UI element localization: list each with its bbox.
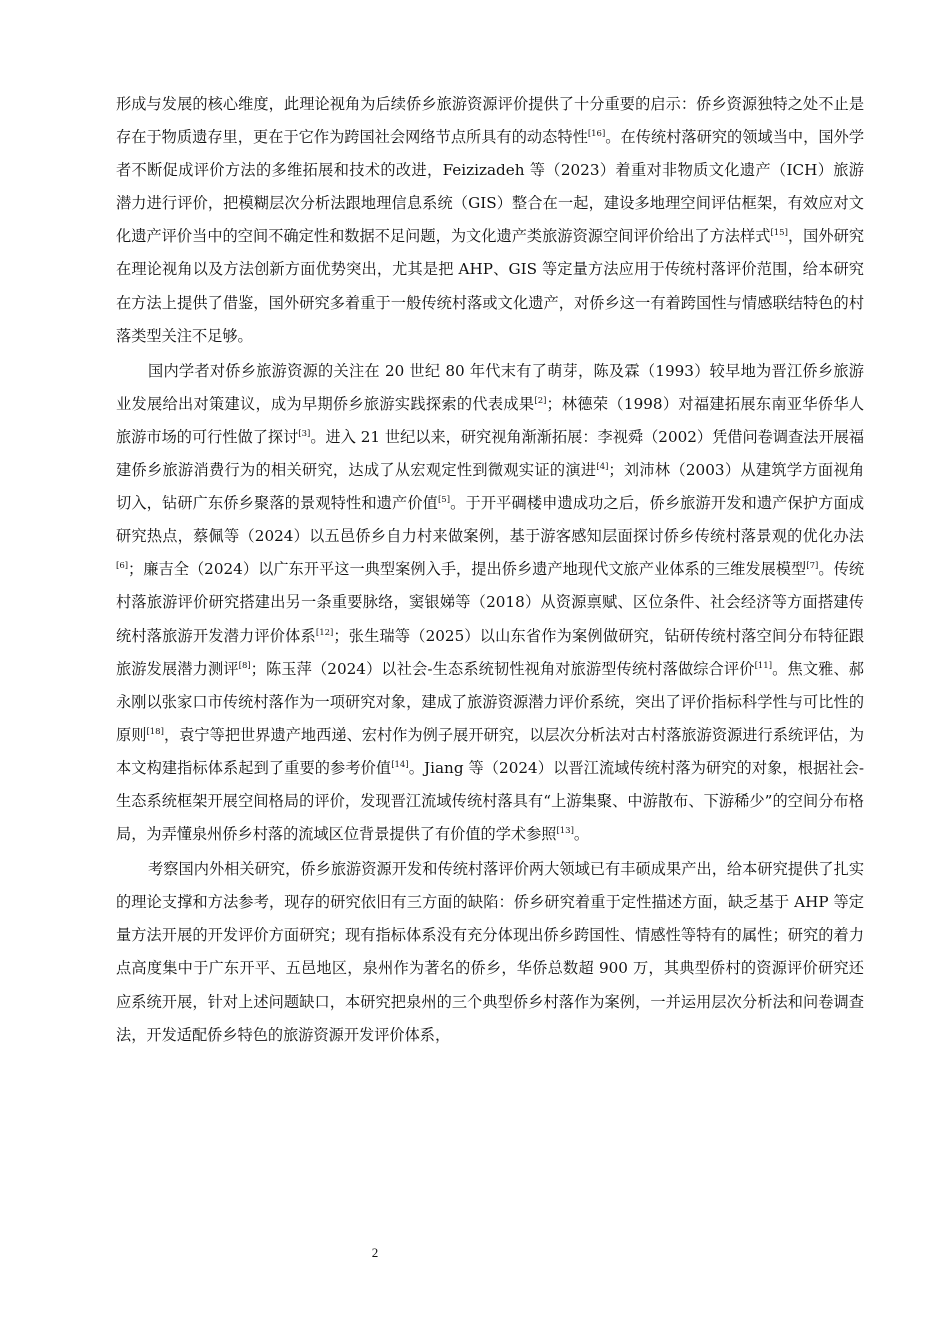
citation-marker: [12] xyxy=(315,627,334,638)
text-run: 。Jiang 等（2024）以晋江流域传统村落为研究的对象，根据社会-生态系统框架开展空间格局的评价，发现晋江流域传统村落具有“上游集聚、中游散布、下游稀少”的空间分布格局，为弄懂泉州侨乡村落的流域区位背景提供了有价值的学术参照 xyxy=(116,758,864,844)
text-run: 。进入 21 世纪以来，研究视角渐渐拓展：李视舜（2002）凭借问卷调查法开展福建侨乡旅游消费行为的相关研究，达成了从宏观定性到微观实证的演进 xyxy=(116,427,865,480)
document-body xyxy=(116,88,864,1052)
text-run: 。 xyxy=(573,825,590,844)
citation-marker: [5] xyxy=(437,495,451,506)
citation-marker: [11] xyxy=(754,660,773,671)
text-run: ，袁宁等把世界遗产地西递、宏村作为例子展开研究，以层次分析法对古村落旅游资源进行系统评估，为本文构建指标体系起到了重要的参考价值 xyxy=(116,725,865,777)
citation-marker: [4] xyxy=(596,462,609,473)
citation-marker: [8] xyxy=(238,660,251,671)
text-run: 。在传统村落研究的领域当中，国外学者不断促成评价方法的多维拓展和技术的改进，Feizizadeh 等（2023）着重对非物质文化遗产（ICH）旅游潜力进行评价，把模糊层次分析法跟地理信息系统（GIS）整合在一起，建设多地理空间评估框架，有效应对文化遗产评价当中的空间不确定性和数据不足问题，为文化遗产类旅游资源空间评价给出了方法样式 xyxy=(116,128,865,246)
citation-marker: [7] xyxy=(806,561,819,572)
text-run: ；陈玉萍（2024）以社会-生态系统韧性视角对旅游型传统村落做综合评价 xyxy=(250,659,755,678)
citation-marker: [16] xyxy=(587,129,606,140)
citation-marker: [3] xyxy=(298,428,311,439)
citation-marker: [6] xyxy=(116,561,129,572)
text-run: ，国外研究在理论视角以及方法创新方面优势突出，尤其是把 AHP、GIS 等定量方法应用于传统村落评价范围，给本研究在方法上提供了借鉴，国外研究多着重于一般传统村落或文化遗产，对侨乡这一有着跨国性与情感联结特色的村落类型关注不足够。 xyxy=(116,227,865,345)
paragraph-research-gaps xyxy=(116,853,864,1052)
text-run: ；刘沛林（2003）从建筑学方面视角切入，钻研广东侨乡聚落的景观特性和遗产价值 xyxy=(116,461,865,513)
page-number: 2 xyxy=(371,1245,379,1260)
text-run: 。于开平碉楼申遗成功之后，侨乡旅游开发和遗产保护方面成研究热点，蔡佩等（2024）以五邑侨乡自力村来做案例，基于游客感知层面探讨侨乡传统村落景观的优化办法 xyxy=(116,494,865,546)
paragraph-foreign-research xyxy=(116,88,864,353)
citation-marker: [18] xyxy=(146,726,164,737)
citation-marker: [15] xyxy=(770,228,788,239)
citation-marker: [14] xyxy=(391,759,409,770)
text-run: 考察国内外相关研究，侨乡旅游资源开发和传统村落评价两大领域已有丰硕成果产出，给本研究提供了扎实的理论支撑和方法参考，现存的研究依旧有三方面的缺陷：侨乡研究着重于定性描述方面，缺乏基于 AHP 等定量方法开展的开发评价方面研究；现有指标体系没有充分体现出侨乡跨国性、情感性等特有的属性；研究的着力点高度集中于广东开平、五邑地区，泉州作为著名的侨乡，华侨总数超 900 万，其典型侨村的资源评价研究还应系统开展，针对上述问题缺口，本研究把泉州的三个典型侨乡村落作为案例，一并运用层次分析法和问卷调查法，开发适配侨乡特色的旅游资源开发评价体系， xyxy=(116,860,864,1044)
paragraph-domestic-research xyxy=(116,355,864,851)
text-run: 形成与发展的核心维度，此理论视角为后续侨乡旅游资源评价提供了十分重要的启示：侨乡资源独特之处不止是存在于物质遗存里，更在于它作为跨国社会网络节点所具有的动态特性 xyxy=(116,95,864,147)
text-run: 国内学者对侨乡旅游资源的关注在 20 世纪 80 年代末有了萌芽，陈及霖（1993）较早地为晋江侨乡旅游业发展给出对策建议，成为早期侨乡旅游实践探索的代表成果 xyxy=(116,361,864,413)
text-run: 。焦文雅、郝永刚以张家口市传统村落作为一项研究对象，建成了旅游资源潜力评价系统，突出了评价指标科学性与可比性的原则 xyxy=(116,659,864,744)
text-run: ；廉吉全（2024）以广东开平这一典型案例入手，提出侨乡遗产地现代文旅产业体系的三维发展模型 xyxy=(128,560,807,579)
text-run: ；林德荣（1998）对福建拓展东南亚华侨华人旅游市场的可行性做了探讨 xyxy=(116,394,865,446)
text-run: 。传统村落旅游评价研究搭建出另一条重要脉络，窦银娣等（2018）从资源禀赋、区位条件、社会经济等方面搭建传统村落旅游开发潜力评价体系 xyxy=(116,560,865,645)
citation-marker: [2] xyxy=(534,395,547,406)
text-run: ；张生瑞等（2025）以山东省作为案例做研究，钻研传统村落空间分布特征跟旅游发展潜力测评 xyxy=(116,626,865,678)
citation-marker: [13] xyxy=(556,826,574,837)
